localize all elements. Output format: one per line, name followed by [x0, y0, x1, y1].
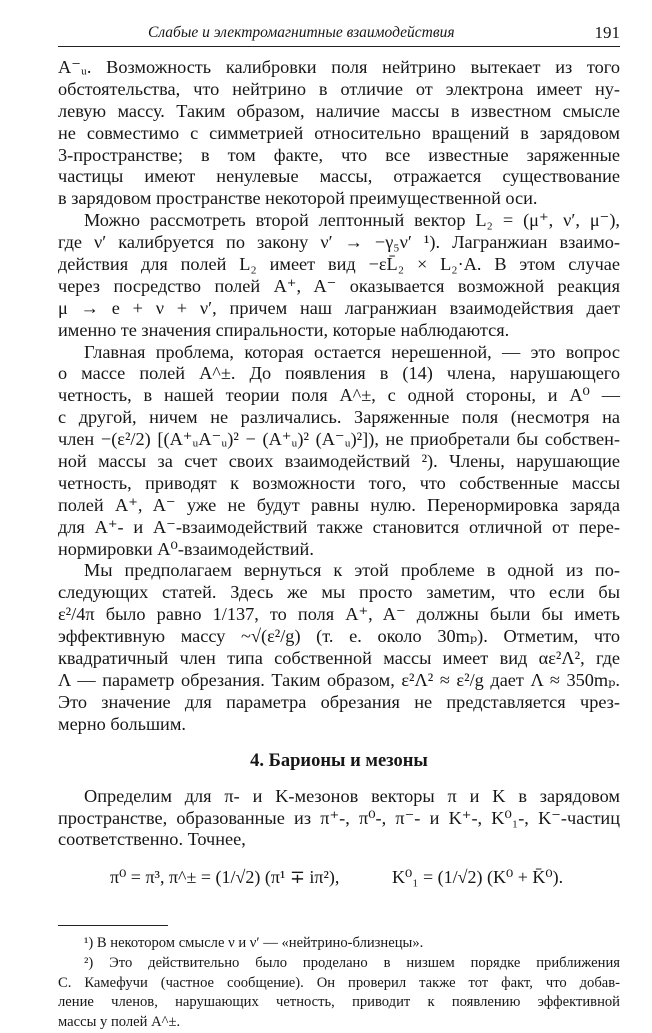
text-line: действия для полей L₂ имеет вид −εL̄₂ × L₂·A. В этом случае [58, 254, 620, 275]
paragraph [58, 342, 620, 561]
footnote [58, 934, 620, 954]
text-line: четность, в нашей теории поля A^±, с одной стороны, и A⁰ — [58, 385, 620, 406]
text-line: мерно большим. [58, 713, 186, 734]
text-line: с другой, ничем не различались. Заряженные поля (несмотря на [58, 407, 620, 428]
paragraph [58, 560, 620, 735]
text-line: в зарядовом пространстве некоторой преимущественной оси. [58, 188, 538, 209]
text-line: эффективную массу ~√(ε²/g) (т. е. около 30mₚ). Отметим, что [58, 626, 620, 647]
text-line: о массе полей A^±. До появления в (14) члена, нарушающего [58, 363, 620, 384]
text-line: 3-пространстве; в том факте, что все известные заряженные [58, 144, 620, 165]
text-line: частицы имеют ненулевые массы, отражается существование [58, 166, 620, 187]
text-line: Это значение для параметра обрезания не представляется чрез- [58, 691, 620, 712]
display-formula [58, 855, 620, 905]
text-line: Определим для π- и K-мезонов векторы π и K в зарядовом [84, 785, 620, 806]
footnote-line: ление членов, нарушающих четность, приводит к появлению эффективной [58, 994, 620, 1011]
book-page [58, 22, 620, 1033]
text-line: Можно рассмотреть второй лептонный вектор L₂ = (μ⁺, ν′, μ⁻), [84, 210, 620, 231]
formula-pion: π⁰ = π³, π^± = (1/√2) (π¹ ∓ iπ²), [110, 867, 340, 888]
text-line: ε²/4π было равно 1/137, то поля A⁺, A⁻ должны были бы иметь [58, 604, 620, 625]
text-line: пространстве, образованные из π⁺-, π⁰-, π⁻- и K⁺-, K⁰₁-, K⁻-частиц [58, 807, 620, 828]
running-title: Слабые и электромагнитные взаимодействия [148, 24, 455, 41]
text-line: нормировки A⁰-взаимодействий. [58, 538, 314, 559]
footnote-divider [58, 925, 168, 926]
footnote-line: ¹) В некотором смысле ν и ν′ — «нейтрино-близнецы». [84, 935, 424, 952]
text-line: обстоятельства, что нейтрино в отличие от электрона имеет ну- [58, 78, 620, 99]
footnote-line: ²) Это действительно было проделано в низшем порядке приближения [84, 954, 620, 971]
text-line: именно те значения спиральности, которые наблюдаются. [58, 319, 510, 340]
paragraph [58, 786, 620, 852]
text-line: Главная проблема, которая остается нерешенной, — это вопрос [84, 341, 620, 362]
text-line: следующих статей. Здесь же мы просто заметим, что если бы [58, 582, 620, 603]
running-header [58, 22, 620, 47]
paragraph [58, 210, 620, 341]
text-line: левую массу. Таким образом, наличие массы в известном смысле [58, 100, 620, 121]
text-line: четность, приводят к возможности того, что собственные массы [58, 472, 620, 493]
text-line: μ → e + ν + ν′, причем наш лагранжиан взаимодействия дает [58, 297, 620, 318]
text-line: Мы предполагаем вернуться к этой проблеме в одной из по- [84, 560, 620, 581]
footnote [58, 954, 620, 1033]
text-line: полей A⁺, A⁻ уже не будут равны нулю. Перенормировка заряда [58, 494, 620, 515]
text-line: A⁻ᵤ. Возможность калибровки поля нейтрино вытекает из того [58, 57, 620, 77]
page-number: 191 [594, 23, 620, 42]
footnote-line: массы у полей A^±. [58, 1014, 181, 1031]
formula-kaon: K⁰₁ = (1/√2) (K⁰ + K̄⁰). [392, 867, 564, 888]
text-line: Λ — параметр обрезания. Таким образом, ε²Λ² ≈ ε²/g дает Λ ≈ 350mₚ. [58, 669, 620, 690]
footnote-line: С. Камефучи (частное сообщение). Он проверил также тот факт, что добав- [58, 974, 620, 991]
text-line: член −(ε²/2) [(A⁺ᵤA⁻ᵤ)² − (A⁺ᵤ)² (A⁻ᵤ)²]), не приобретали бы собствен- [58, 429, 620, 450]
section-heading: 4. Барионы и мезоны [250, 750, 428, 771]
main-text [58, 57, 620, 1033]
text-line: для A⁺- и A⁻-взаимодействий также становится отличной от пере- [58, 516, 620, 537]
text-line: где ν′ калибруется по закону ν′ → −γ₅ν′ ¹). Лагранжиан взаимо- [58, 232, 620, 253]
paragraph [58, 57, 620, 210]
text-line: квадратичный член типа собственной массы имеет вид αε²Λ², где [58, 648, 620, 669]
text-line: ной массы за счет своих взаимодействий ²). Члены, нарушающие [58, 451, 620, 472]
text-line: не совместимо с симметрией относительно вращений в зарядовом [58, 122, 620, 143]
text-line: через посредство полей A⁺, A⁻ оказывается возможной реакция [58, 275, 620, 296]
text-line: соответственно. Точнее, [58, 829, 246, 850]
